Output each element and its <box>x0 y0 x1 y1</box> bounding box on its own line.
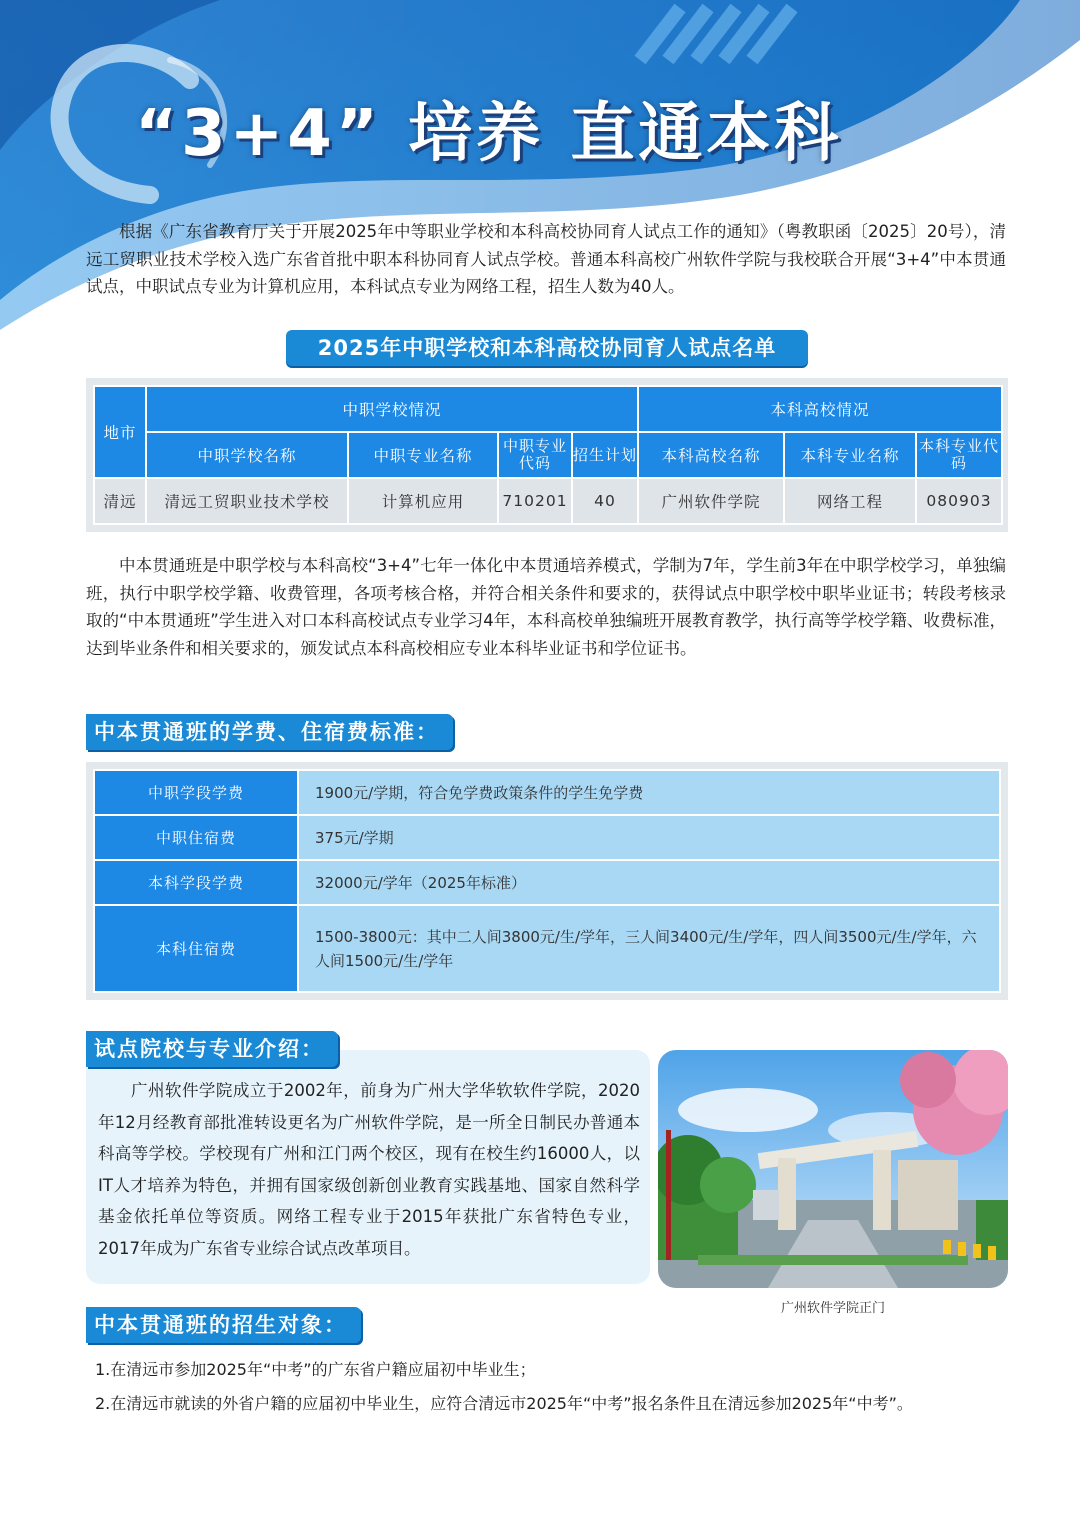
fee-label: 本科住宿费 <box>94 905 298 992</box>
header-bk-code: 本科专业代码 <box>916 432 1002 478</box>
table-row <box>94 815 1000 860</box>
cell-bk-code: 080903 <box>916 478 1002 524</box>
school-section-title: 试点院校与专业介绍： <box>86 1031 338 1067</box>
fee-value: 1500-3800元：其中二人间3800元/生/学年，三人间3400元/生/学年，四人间3500元/生/学年，六人间1500元/生/学年 <box>298 905 1000 992</box>
list-item: 1.在清远市参加2025年“中考”的广东省户籍应届初中毕业生； <box>95 1360 536 1379</box>
header-plan: 招生计划 <box>572 432 638 478</box>
table-row <box>94 860 1000 905</box>
header-city: 地市 <box>94 386 146 478</box>
fee-value: 375元/学期 <box>298 815 1000 860</box>
fee-label: 本科学段学费 <box>94 860 298 905</box>
intro-paragraph: 根据《广东省教育厅关于开展2025年中等职业学校和本科高校协同育人试点工作的通知》（粤教职函〔2025〕20号），清远工贸职业技术学校入选广东省首批中职本科协同育人试点学校。普通本科高校广州软件学院与我校联合开展“3+4”中本贯通试点，中职试点专业为计算机应用，本科试点专业为网络工程，招生人数为40人。 <box>86 222 1006 296</box>
list-item: 2.在清远市就读的外省户籍的应届初中毕业生，应符合清远市2025年“中考”报名条件且在清远参加2025年“中考”。 <box>95 1394 913 1413</box>
cell-zz-school: 清远工贸职业技术学校 <box>146 478 348 524</box>
header-zz-school: 中职学校名称 <box>146 432 348 478</box>
fee-value: 1900元/学期，符合免学费政策条件的学生免学费 <box>298 770 1000 815</box>
cell-bk-school: 广州软件学院 <box>638 478 784 524</box>
header-zz-code: 中职专业代码 <box>498 432 572 478</box>
admission-section-title: 中本贯通班的招生对象： <box>86 1307 361 1343</box>
table-row <box>94 478 1002 524</box>
fee-label: 中职学段学费 <box>94 770 298 815</box>
campus-gate-photo <box>658 1050 1008 1288</box>
table-row <box>94 770 1000 815</box>
table-row <box>94 905 1000 992</box>
description-paragraph: 中本贯通班是中职学校与本科高校“3+4”七年一体化中本贯通培养模式，学制为7年，学生前3年在中职学校学习，单独编班，执行中职学校学籍、收费管理，各项考核合格，并符合相关条件和要求的，获得试点中职学校中职毕业证书；转段考核录取的“中本贯通班”学生进入对口本科高校试点专业学习4年，本科高校单独编班开展教育教学，执行高等学校学籍、收费标准，达到毕业条件和相关要求的，颁发试点本科高校相应专业本科毕业证书和学位证书。 <box>86 556 1006 658</box>
cell-bk-major: 网络工程 <box>784 478 916 524</box>
cell-plan: 40 <box>572 478 638 524</box>
cell-city: 清远 <box>94 478 146 524</box>
header-zz-major: 中职专业名称 <box>348 432 498 478</box>
header-bk-school: 本科高校名称 <box>638 432 784 478</box>
cell-zz-code: 710201 <box>498 478 572 524</box>
school-intro-text: 广州软件学院成立于2002年，前身为广州大学华软软件学院，2020年12月经教育部批准转设更名为广州软件学院，是一所全日制民办普通本科高等学校。学校现有广州和江门两个校区，现有在校生约16000人，以IT人才培养为特色，并拥有国家级创新创业教育实践基地、国家自然科学基金依托单位等资质。网络工程专业于2015年获批广东省特色专业，2017年成为广东省专业综合试点改革项目。 <box>98 1081 640 1258</box>
fee-label: 中职住宿费 <box>94 815 298 860</box>
list-banner: 2025年中职学校和本科高校协同育人试点名单 <box>286 330 808 366</box>
cell-zz-major: 计算机应用 <box>348 478 498 524</box>
pilot-list-table <box>86 378 1008 532</box>
photo-caption: 广州软件学院正门 <box>780 1301 885 1316</box>
header-zhongzhi-group: 中职学校情况 <box>146 386 638 432</box>
fees-section-title: 中本贯通班的学费、住宿费标准： <box>86 714 453 750</box>
fee-value: 32000元/学年（2025年标准） <box>298 860 1000 905</box>
header-benke-group: 本科高校情况 <box>638 386 1002 432</box>
fees-table <box>86 762 1008 1000</box>
page-title: “3+4” 培养 直通本科 <box>135 97 843 171</box>
header-bk-major: 本科专业名称 <box>784 432 916 478</box>
